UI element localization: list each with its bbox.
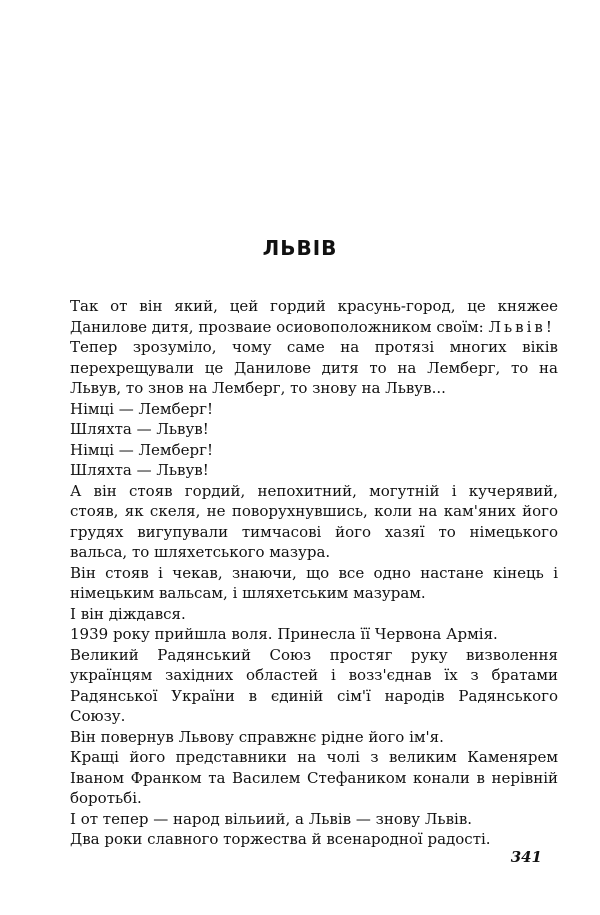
paragraph: 1939 року прийшла воля. Принесла її Червона Армія. xyxy=(70,625,498,643)
paragraph: Він повернув Львову справжнє рідне його ім'я. xyxy=(70,727,444,746)
paragraph: Кращі його представники на чолі з великим Каменярем Іваном Франком та Василем Стефаником конали в нерівній боротьбі. xyxy=(70,748,558,807)
paragraph: Він стояв і чекав, знаючи, що все одно настане кінець і німецьким вальсам, і шляхетським мазурам. xyxy=(70,563,558,602)
paragraph: І от тепер — народ вільиий, а Львів — знову Львів. xyxy=(70,809,473,828)
page-number: 341 xyxy=(510,848,542,866)
paragraph: Німці — Лемберг! xyxy=(70,440,213,459)
paragraph: Тепер зрозуміло, чому саме на протязі многих віків перехрещували це Данилове дитя то на Лемберг, то на Львув, то знов на Лемберг, то знову на Львув... xyxy=(70,338,558,397)
paragraph: Німці — Лемберг! xyxy=(70,399,213,418)
paragraph: Великий Радянський Союз простяг руку визволення українцям західних областей і возз'єднав їх з братами Радянської України в єдиній сім'ї народів Радянського Союзу. xyxy=(70,645,558,725)
body-text xyxy=(70,296,558,850)
paragraph: Два роки славного торжества й всенародної радості. xyxy=(70,830,491,848)
paragraph: Шляхта — Львув! xyxy=(70,420,209,438)
spaced-word: Львів! xyxy=(488,317,555,336)
chapter-title: ЛЬВІВ xyxy=(262,236,338,260)
paragraph: Шляхта — Львув! xyxy=(70,461,209,479)
paragraph: І він діждався. xyxy=(70,604,186,623)
paragraph: Так от він який, цей гордий красунь-город, це княжее Данилове дитя, прозваие осиовоположником своїм: Львів! xyxy=(70,297,558,336)
paragraph: А він стояв гордий, непохитний, могутній і кучерявий, стояв, як скеля, не поворухнувшись, коли на кам'яних його грудях вигупували тимчасові його хазяї то німецького вальса, то шляхетського мазура. xyxy=(70,481,558,561)
